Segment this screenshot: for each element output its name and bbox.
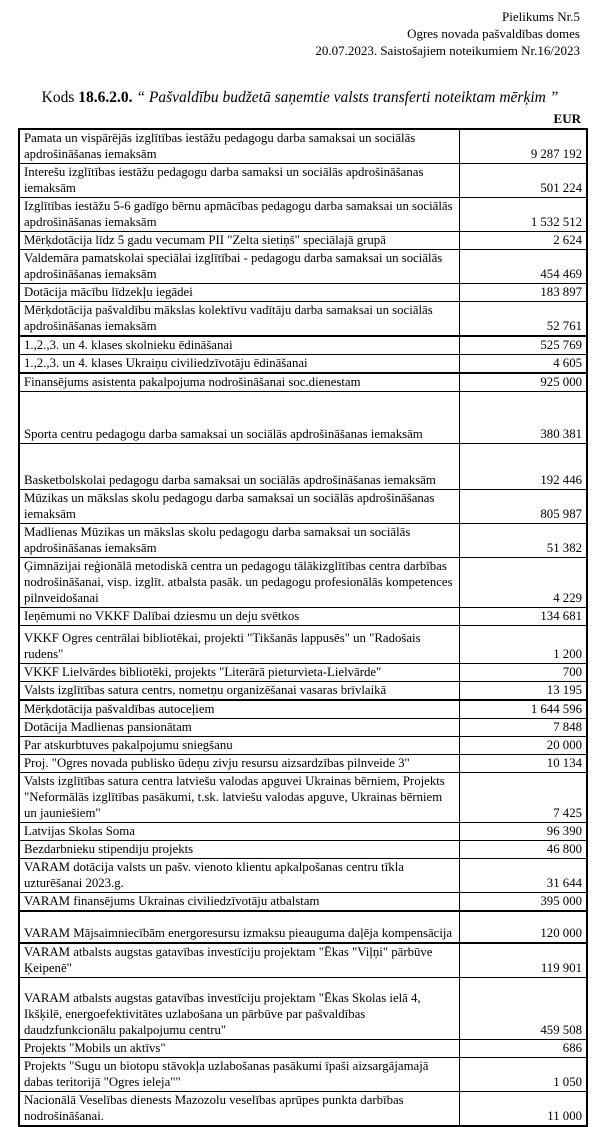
row-amount: 380 381	[460, 392, 588, 444]
table-row	[19, 626, 587, 664]
row-description: Dotācija mācību līdzekļu iegādei	[19, 284, 460, 302]
table-row	[19, 164, 587, 198]
row-description: Finansējums asistenta pakalpojuma nodrošināšanai soc.dienestam	[19, 373, 460, 392]
row-description: Nacionālā Veselības dienests Mazozolu veselības aprūpes punkta darbības nodrošināšanai.	[19, 1092, 460, 1127]
row-description: VARAM atbalsts augstas gatavības investīciju projektam "Ēkas Skolas ielā 4, Ikšķilē, energoefektivitātes uzlabošana un pārbūve par pašvaldības daudzfunkcionālu pakalpojumu centru"	[19, 978, 460, 1040]
table-row	[19, 1058, 587, 1092]
table-row	[19, 755, 587, 773]
row-amount: 700	[460, 664, 588, 682]
row-amount: 46 800	[460, 841, 588, 859]
transfers-table	[18, 128, 588, 1127]
row-description: Valsts izglītības satura centrs, nometņu organizēšanai vasaras brīvlaikā	[19, 682, 460, 701]
row-amount: 7 425	[460, 773, 588, 823]
row-description: Bezdarbnieku stipendiju projekts	[19, 841, 460, 859]
row-amount: 2 624	[460, 232, 588, 250]
row-amount: 1 644 596	[460, 700, 588, 719]
row-amount: 686	[460, 1040, 588, 1058]
transfers-table-body	[19, 129, 587, 1126]
table-row	[19, 490, 587, 524]
row-description: Izglītības iestāžu 5-6 gadīgo bērnu apmācības pedagogu darba samaksai un sociālās apdrošināšanas iemaksām	[19, 198, 460, 232]
row-description: Interešu izglītības iestāžu pedagogu darba samaksi un sociālās apdrošināšanas iemaksām	[19, 164, 460, 198]
table-row	[19, 524, 587, 558]
row-description: Ģimnāzijai reģionālā metodiskā centra un pedagogu tālākizglītības centra darbības nodrošināšanai, visp. izglīt. atbalsta pasāk. un pedagogu profesionālās kompetences pilnveidošanai	[19, 558, 460, 608]
row-description: VARAM dotācija valsts un pašv. vienoto klientu apkalpošanas centru tīkla uzturēšanai 2023.g.	[19, 859, 460, 893]
row-description: Mērķdotācija pašvaldību mākslas kolektīvu vadītāju darba samaksai un sociālās apdrošināšanas iemaksām	[19, 302, 460, 337]
row-amount: 31 644	[460, 859, 588, 893]
row-amount: 4 605	[460, 355, 588, 374]
table-row	[19, 859, 587, 893]
row-amount: 51 382	[460, 524, 588, 558]
row-amount: 925 000	[460, 373, 588, 392]
row-amount: 7 848	[460, 719, 588, 737]
row-description: VKKF Lielvārdes bibliotēki, projekts "Literārā pieturvieta-Lielvārde"	[19, 664, 460, 682]
header-line-regulation: 20.07.2023. Saistošajiem noteikumiem Nr.16/2023	[315, 43, 580, 58]
title-prefix: Kods	[41, 89, 79, 106]
table-row	[19, 719, 587, 737]
row-amount: 454 469	[460, 250, 588, 284]
row-description: Valsts izglītības satura centra latviešu valodas apguvei Ukrainas bērniem, Projekts "Neformālās izglītības pasākumi, t.sk. latviešu valodas apguve, Ukrainas bērniem un jauniešiem"	[19, 773, 460, 823]
row-description: 1.,2.,3. un 4. klases Ukraiņu civiliedzīvotāju ēdināšanai	[19, 355, 460, 374]
table-row	[19, 129, 587, 164]
table-row	[19, 608, 587, 626]
table-row	[19, 232, 587, 250]
table-row	[19, 373, 587, 392]
table-row	[19, 700, 587, 719]
table-row	[19, 1092, 587, 1127]
table-row	[19, 198, 587, 232]
header-line-authority: Ogres novada pašvaldības domes	[407, 26, 580, 41]
row-amount: 501 224	[460, 164, 588, 198]
table-row	[19, 558, 587, 608]
row-amount: 183 897	[460, 284, 588, 302]
row-description: Sporta centru pedagogu darba samaksai un sociālās apdrošināšanas iemaksām	[19, 392, 460, 444]
table-row	[19, 336, 587, 355]
row-description: VARAM finansējums Ukrainas civiliedzīvotāju atbalstam	[19, 893, 460, 912]
row-amount: 120 000	[460, 911, 588, 943]
currency-label: EUR	[553, 111, 581, 126]
row-amount: 13 195	[460, 682, 588, 701]
row-description: VKKF Ogres centrālai bibliotēkai, projekti "Tikšanās lappusēs" un "Radošais rudens"	[19, 626, 460, 664]
title-quoted-text: “ Pašvaldību budžetā saņemtie valsts transferti noteiktam mērķim ”	[136, 89, 559, 106]
row-amount: 96 390	[460, 823, 588, 841]
row-amount: 805 987	[460, 490, 588, 524]
row-description: Proj. "Ogres novada publisko ūdeņu zivju resursu aizsardzības pilnveide 3"	[19, 755, 460, 773]
row-description: Mērķdotācija pašvaldības autoceļiem	[19, 700, 460, 719]
table-row	[19, 773, 587, 823]
row-amount: 1 532 512	[460, 198, 588, 232]
row-amount: 395 000	[460, 893, 588, 912]
table-row	[19, 392, 587, 444]
row-description: Projekts "Sugu un biotopu stāvokļa uzlabošanas pasākumi īpaši aizsargājamajā dabas teritorijā "Ogres ieleja""	[19, 1058, 460, 1092]
row-amount: 134 681	[460, 608, 588, 626]
row-description: 1.,2.,3. un 4. klases skolnieku ēdināšanai	[19, 336, 460, 355]
row-description: Dotācija Madlienas pansionātam	[19, 719, 460, 737]
row-amount: 4 229	[460, 558, 588, 608]
row-amount: 192 446	[460, 444, 588, 490]
table-row	[19, 1040, 587, 1058]
table-row	[19, 355, 587, 374]
document-title	[0, 88, 600, 107]
document-header	[0, 0, 600, 59]
table-row	[19, 823, 587, 841]
row-amount: 10 134	[460, 755, 588, 773]
table-row	[19, 841, 587, 859]
row-description: Valdemāra pamatskolai speciālai izglītībai - pedagogu darba samaksai un sociālās apdrošināšanas iemaksām	[19, 250, 460, 284]
table-row	[19, 284, 587, 302]
row-amount: 459 508	[460, 978, 588, 1040]
row-description: VARAM Mājsaimniecībām energoresursu izmaksu pieauguma daļēja kompensācija	[19, 911, 460, 943]
table-row	[19, 444, 587, 490]
row-description: Madlienas Mūzikas un mākslas skolu pedagogu darba samaksai un sociālās apdrošināšanas iemaksām	[19, 524, 460, 558]
table-row	[19, 664, 587, 682]
row-description: Pamata un vispārējās izglītības iestāžu pedagogu darba samaksai un sociālās apdrošināšanas iemaksām	[19, 129, 460, 164]
row-amount: 11 000	[460, 1092, 588, 1127]
row-amount: 525 769	[460, 336, 588, 355]
title-code: 18.6.2.0.	[78, 89, 133, 106]
table-row	[19, 737, 587, 755]
table-row	[19, 682, 587, 701]
row-amount: 20 000	[460, 737, 588, 755]
row-description: Par atskurbtuves pakalpojumu sniegšanu	[19, 737, 460, 755]
row-description: Mūzikas un mākslas skolu pedagogu darba samaksai un sociālās apdrošināšanas iemaksām	[19, 490, 460, 524]
row-description: Ieņēmumi no VKKF Dalībai dziesmu un deju svētkos	[19, 608, 460, 626]
table-row	[19, 911, 587, 943]
row-amount: 9 287 192	[460, 129, 588, 164]
row-amount: 1 050	[460, 1058, 588, 1092]
row-amount: 52 761	[460, 302, 588, 337]
table-row	[19, 302, 587, 337]
row-description: Mērķdotācija līdz 5 gadu vecumam PII "Zelta sietiņš" speciālajā grupā	[19, 232, 460, 250]
table-row	[19, 978, 587, 1040]
row-amount: 119 901	[460, 943, 588, 978]
table-row	[19, 943, 587, 978]
row-description: VARAM atbalsts augstas gatavības investīciju projektam "Ēkas "Viļņi" pārbūve Ķeipenē"	[19, 943, 460, 978]
row-amount: 1 200	[460, 626, 588, 664]
row-description: Projekts "Mobils un aktīvs"	[19, 1040, 460, 1058]
header-line-appendix: Pielikums Nr.5	[501, 9, 580, 24]
row-description: Basketbolskolai pedagogu darba samaksai un sociālās apdrošināšanas iemaksām	[19, 444, 460, 490]
table-row	[19, 250, 587, 284]
table-row	[19, 893, 587, 912]
row-description: Latvijas Skolas Soma	[19, 823, 460, 841]
